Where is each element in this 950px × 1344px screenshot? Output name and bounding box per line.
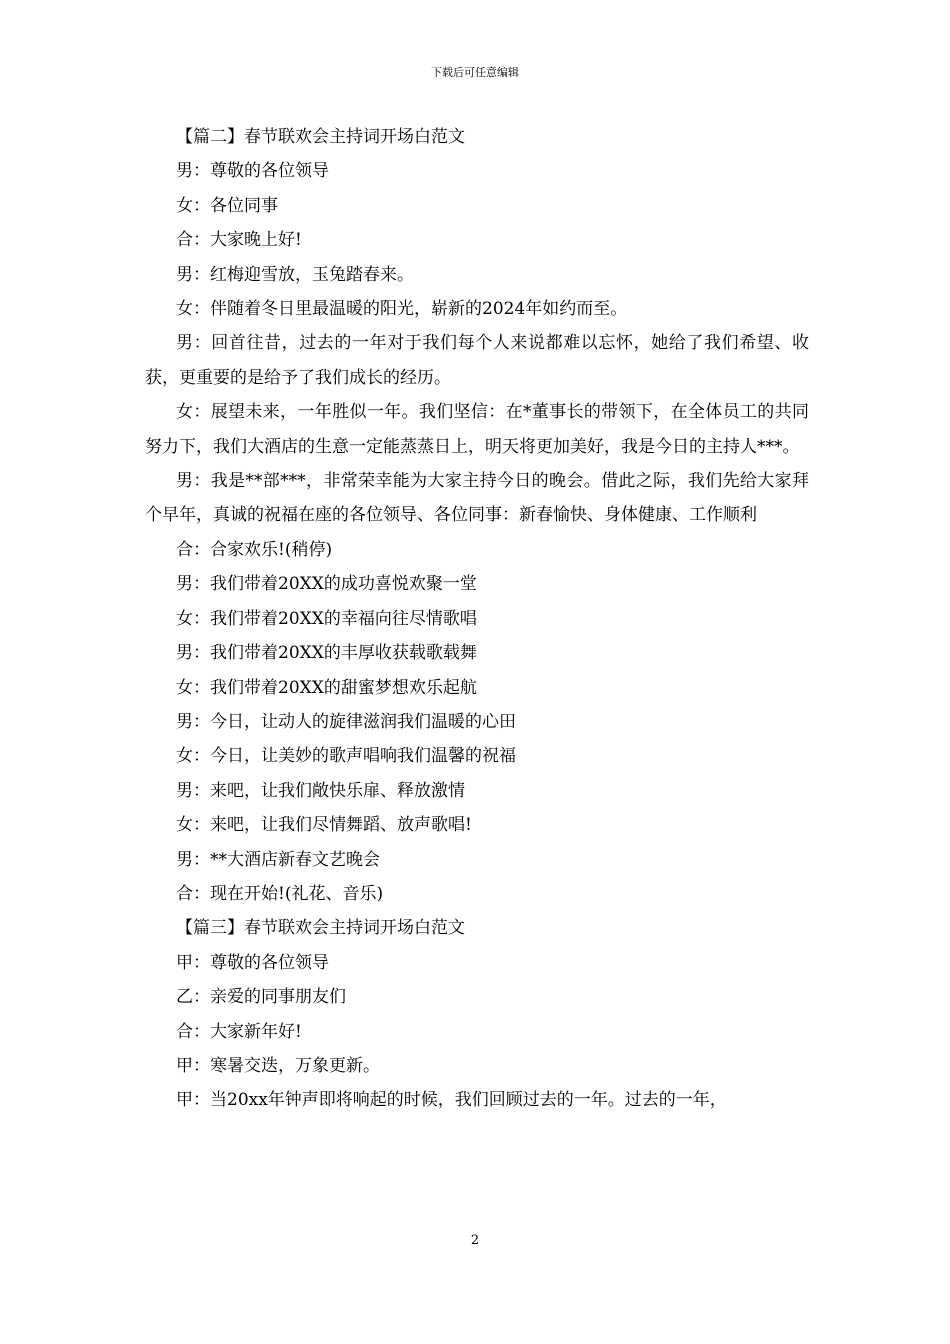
dialogue-line: 女：来吧，让我们尽情舞蹈、放声歌唱! [176,815,472,836]
dialogue-line: 合：合家欢乐!(稍停) [176,539,333,560]
dialogue-line: 男：尊敬的各位领导 [176,161,329,182]
dialogue-line: 女：我们带着20XX的幸福向往尽情歌唱 [176,608,477,629]
section-heading: 【篇三】春节联欢会主持词开场白范文 [176,918,465,939]
dialogue-line: 男：红梅迎雪放，玉兔踏春来。 [176,264,414,285]
dialogue-line: 甲：寒暑交迭，万象更新。 [176,1055,380,1076]
page-number: 2 [470,1233,480,1248]
dialogue-line: 女：今日，让美妙的歌声唱响我们温馨的祝福 [176,746,516,767]
dialogue-line: 女：展望未来，一年胜似一年。我们坚信：在*董事长的带领下，在全体员工的共同努力下，我们大酒店的生意一定能蒸蒸日上，明天将更加美好，我是今日的主持人***。 [145,402,809,457]
dialogue-line: 合：大家新年好! [176,1021,302,1042]
dialogue-line: 甲：尊敬的各位领导 [176,952,329,973]
dialogue-line: 女：我们带着20XX的甜蜜梦想欢乐起航 [176,677,477,698]
dialogue-line: 合：现在开始!(礼花、音乐) [176,883,384,904]
dialogue-line: 合：大家晚上好! [176,230,302,251]
dialogue-line: 男：**大酒店新春文艺晚会 [176,849,380,870]
dialogue-line: 男：我们带着20XX的成功喜悦欢聚一堂 [176,574,477,595]
dialogue-line: 男：我们带着20XX的丰厚收获载歌载舞 [176,643,477,664]
dialogue-line: 女：伴随着冬日里最温暖的阳光，崭新的2024年如约而至。 [176,299,628,320]
dialogue-line: 女：各位同事 [176,195,278,216]
dialogue-line: 甲：当20xx年钟声即将响起的时候，我们回顾过去的一年。过去的一年， [176,1090,727,1111]
document-body [145,120,809,1118]
dialogue-line: 男：我是**部***，非常荣幸能为大家主持今日的晚会。借此之际，我们先给大家拜个早年，真诚的祝福在座的各位领导、各位同事：新春愉快、身体健康、工作顺利 [145,471,809,526]
dialogue-line: 男：回首往昔，过去的一年对于我们每个人来说都难以忘怀，她给了我们希望、收获，更重要的是给予了我们成长的经历。 [145,333,809,388]
dialogue-line: 男：今日，让动人的旋律滋润我们温暖的心田 [176,711,516,732]
page-header: 下载后可任意编辑 [431,66,519,79]
dialogue-line: 男：来吧，让我们敞快乐扉、释放激情 [176,780,465,801]
dialogue-line: 乙：亲爱的同事朋友们 [176,987,346,1008]
section-heading: 【篇二】春节联欢会主持词开场白范文 [176,127,465,147]
